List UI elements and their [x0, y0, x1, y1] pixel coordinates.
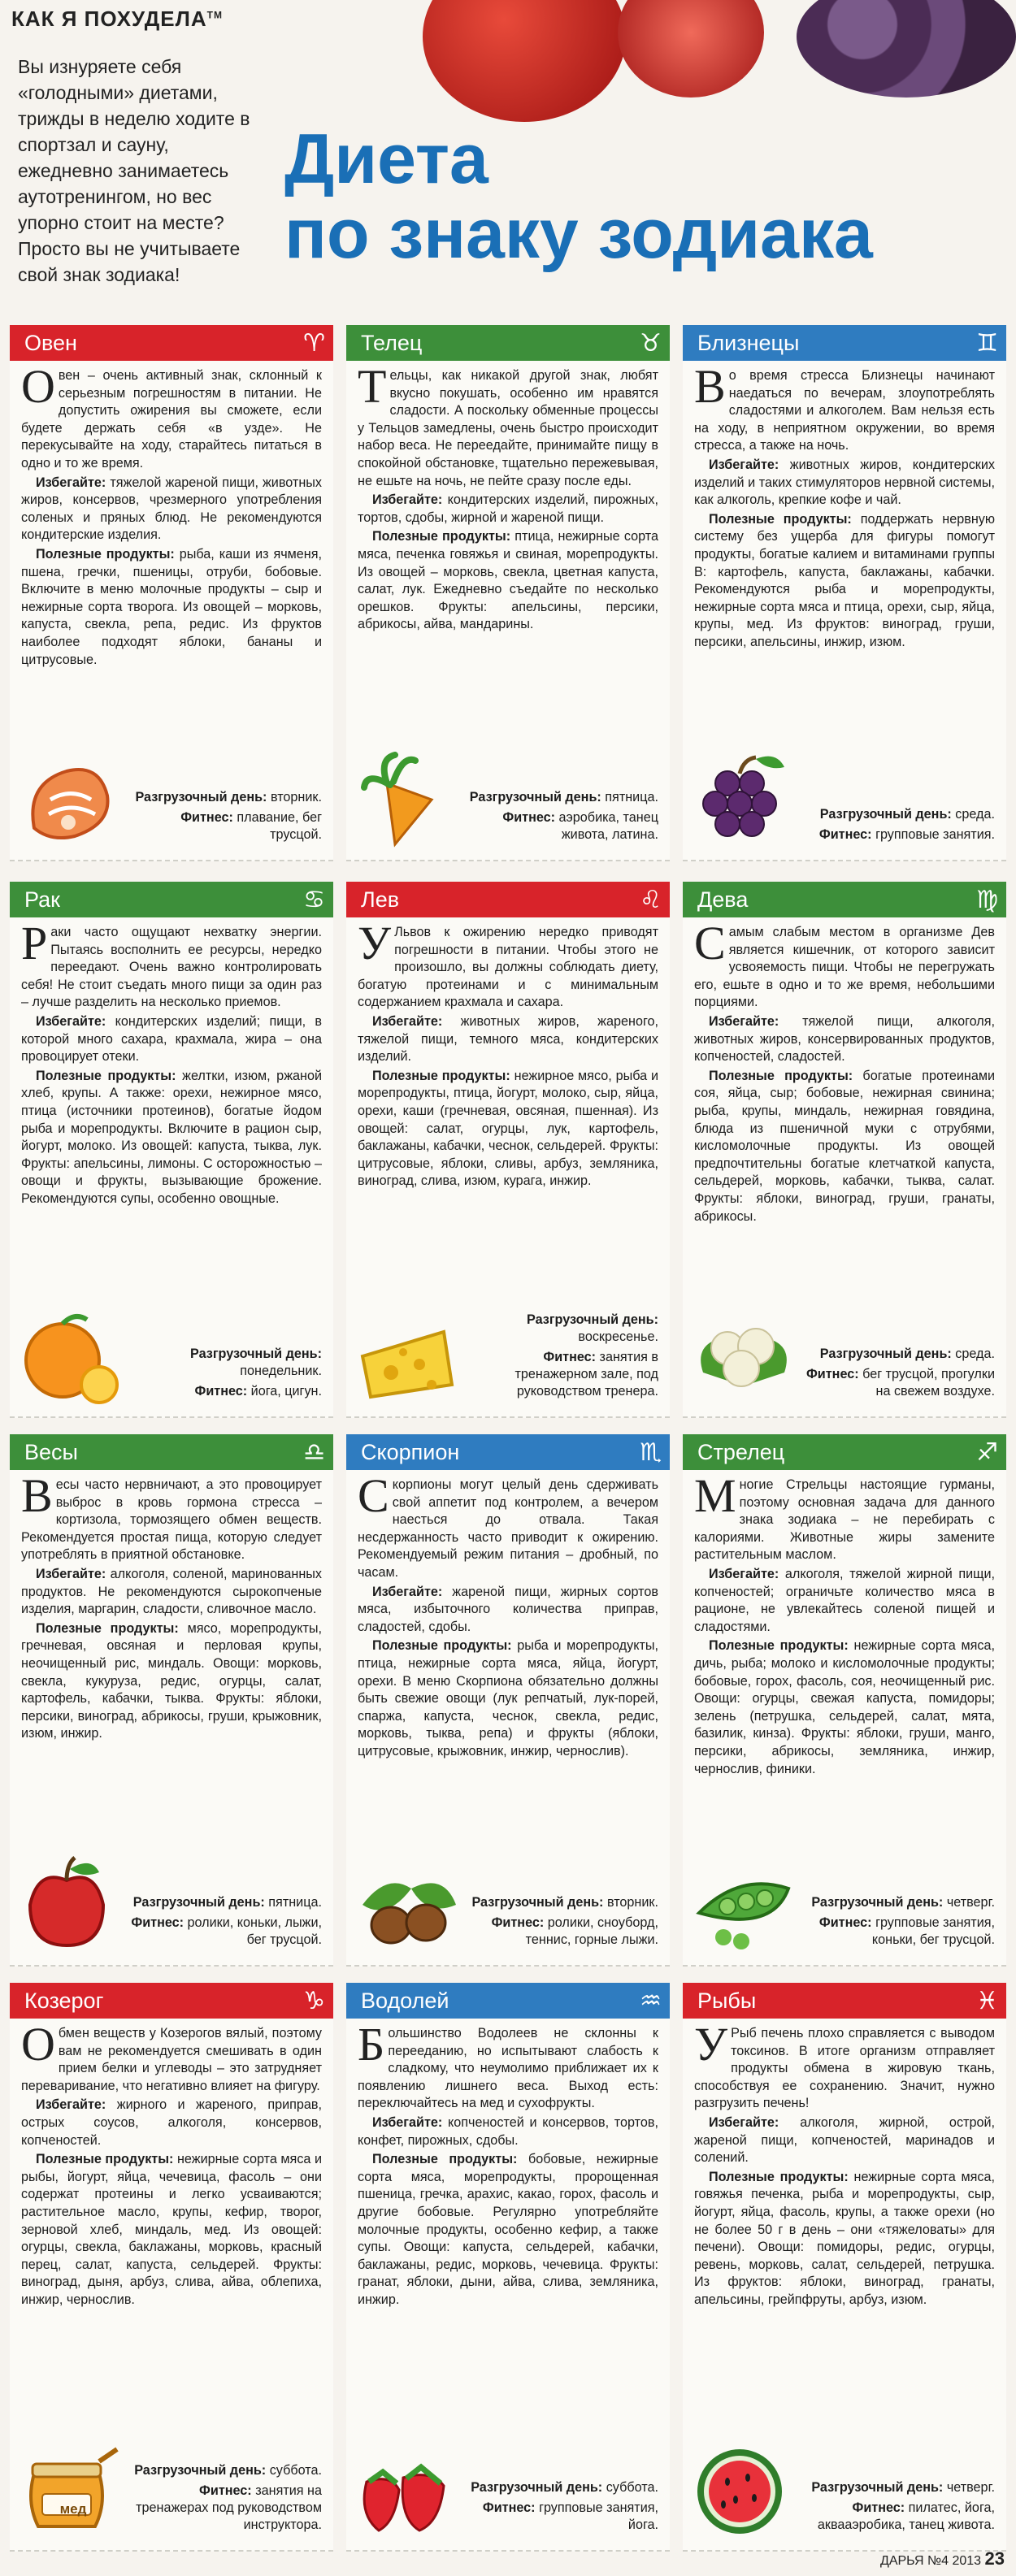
intro-paragraph [358, 1469, 658, 1582]
unload-day-value: пятница. [605, 790, 658, 804]
unload-day-value: суббота. [269, 2463, 322, 2478]
fitness-value: плавание, бег трусцой. [237, 810, 322, 842]
good-text: нежирные сорта мяса и рыбы, йогурт, яйца, чечевица, фасоль – они содержат протеины и легко усваиваются; растительное масло, крупы, кефир, творог, зерновой хлеб, миндаль, мед. Из овощей: огурцы, свекла, баклажаны, морковь, красный перец, салат, капуста, сельдерей. Фрукты: виноград, дыня, арбуз, слива, айва, облепиха, инжир, чернослив. [21, 2152, 322, 2307]
intro-paragraph [694, 360, 995, 455]
avoid-text: животных жиров, кондитерских изделий и таких стимуляторов нервной системы, как алкоголь, крепкие кофе и чай. [694, 457, 996, 508]
title-line-2: по знаку зодиака [284, 195, 873, 273]
sign-header [683, 1983, 1006, 2019]
sign-extras [463, 789, 658, 847]
sign-text [683, 361, 1006, 652]
page-number: 23 [984, 2548, 1005, 2569]
intro-text: Рыб печень плохо справляется с выводом токсинов. В итоге организм отправляет продукты обмена в жировую ткань, способствуя ее сохранению. Значит, нужно разгрузить печень! [694, 2026, 995, 2111]
zodiac-symbol-icon: ♍ [976, 885, 998, 914]
sign-name: Лев [361, 887, 400, 912]
sign-card-7 [346, 1434, 670, 1967]
avoid-text: тяжелой жареной пищи, животных жиров, консервов, чрезмерного употребления соленых и пряных блюд. Не рекомендуются кондитерские изделия. [21, 475, 322, 543]
sign-name: Скорпион [361, 1439, 460, 1464]
avoid-text: алкоголя, жирной, острой, жареной пищи, копченостей, маринадов и солений. [694, 2114, 995, 2166]
zodiac-symbol-icon: ♋ [303, 885, 325, 914]
intro-text: ольшинство Водолеев не склонны к перееданию, но испытывают слабость к сладкому, что неумолимо приближает их к появлению лишнего веса. Выход есть: переключайтесь на мед и сухофрукты. [358, 2026, 658, 2111]
drop-cap: У [358, 917, 392, 969]
drop-cap: В [694, 360, 726, 413]
zodiac-symbol-icon: ♓ [976, 1986, 998, 2015]
good-label: Полезные продукты: [709, 511, 852, 527]
fitness-value: ролики, коньки, лыжи, бег трусцой. [187, 1915, 322, 1947]
sign-text [683, 2019, 1006, 2309]
fitness-label: Фитнес: [852, 2500, 905, 2515]
honey-pot-icon [18, 2441, 124, 2539]
lead-paragraph: Вы изнуряете себя «голодными» диетами, трижды в неделю ходите в спортзал и сауну, ежедневно занимаетесь аутотренингом, но вес упорно стоит на месте? Просто вы не учитываете свой знак зодиака! [18, 56, 250, 285]
strawberries-icon [354, 2441, 460, 2539]
sign-card-11 [683, 1983, 1006, 2552]
intro-text: бмен веществ у Козерогов вялый, поэтому вам не рекомендуется смешивать в один прием белки и углеводы – это затрудняет переваривание, что негативно влияет на фигуру. [21, 2026, 322, 2093]
zodiac-symbol-icon: ♈ [303, 328, 325, 358]
unload-day-value: воскресенье. [578, 1329, 658, 1344]
avoid-paragraph [21, 1013, 322, 1066]
unload-day-label: Разгрузочный день: [811, 1895, 944, 1910]
intro-paragraph [21, 2018, 322, 2095]
sign-card-1 [346, 325, 670, 861]
avoid-label: Избегайте: [372, 1013, 443, 1029]
fitness-value: групповые занятия, йога. [539, 2500, 658, 2532]
fitness-value: групповые занятия, коньки, бег трусцой. [871, 1915, 995, 1947]
avoid-paragraph [21, 2097, 322, 2149]
sign-text [10, 361, 333, 669]
magazine-issue: ДАРЬЯ №4 2013 [880, 2554, 982, 2568]
avoid-text: алкоголя, тяжелой жирной пищи, копченостей; ограничьте количество мяса в рационе, не увлекайтесь соленой пищей и сладостями. [694, 1566, 996, 1634]
sign-header [683, 882, 1006, 917]
fitness [127, 809, 322, 843]
good-label: Полезные продукты: [709, 1068, 853, 1083]
fitness [800, 1915, 995, 1949]
fitness-value: занятия на тренажерах под руководством инструктора. [136, 2483, 322, 2532]
sign-name: Весы [24, 1439, 78, 1464]
sign-header [683, 325, 1006, 361]
peas-icon [691, 1856, 797, 1954]
avoid-label: Избегайте: [709, 457, 779, 472]
fitness-value: групповые занятия. [875, 827, 995, 842]
sign-card-0 [10, 325, 333, 861]
page-title [284, 122, 1000, 271]
unload-day [463, 1894, 658, 1911]
avoid-label: Избегайте: [372, 2114, 443, 2130]
fitness-label: Фитнес: [502, 810, 556, 825]
good-label: Полезные продукты: [372, 2152, 518, 2167]
avoid-label: Избегайте: [36, 475, 106, 490]
intro-paragraph [694, 917, 995, 1012]
fitness [463, 2500, 658, 2534]
fitness-label: Фитнес: [805, 1367, 859, 1381]
avoid-label: Избегайте: [709, 1013, 779, 1029]
zodiac-symbol-icon: ♏ [640, 1438, 662, 1467]
avoid-paragraph [358, 1584, 658, 1637]
fitness-label: Фитнес: [131, 1915, 185, 1930]
good-label: Полезные продукты: [36, 1620, 179, 1636]
good-label: Полезные продукты: [372, 1068, 510, 1083]
fitness-label: Фитнес: [482, 2500, 536, 2515]
fitness-label: Фитнес: [199, 2483, 252, 2498]
good-paragraph [358, 1637, 658, 1760]
avoid-label: Избегайте: [709, 1566, 779, 1581]
good-text: мясо, морепродукты, гречневая, овсяная и перловая крупы, неочищенный рис, миндаль. Овощи: морковь, свекла, кукуруза, редис, огурцы, салат, картофель, кабачки, тыква. Фрукты: яблоки, персики, виноград, абрикосы, груши, крыжовник, изюм, инжир. [21, 1620, 323, 1741]
good-text: рыба, каши из ячменя, пшена, гречки, пшеницы, отруби, бобовые. Включите в меню молочные продукты – сыр и нежирные сорта творога. Из овощей – морковь, капуста, свекла, репа, редис. Из фруктов наиболее подходят яблоки, бананы и цитрусовые. [21, 546, 323, 667]
intro-text: корпионы могут целый день сдерживать свой аппетит под контролем, а вечером наесться до отвала. Такая несдержанность часто приводит к ожирению. Рекомендуемый режим питания – дробный, по часам. [358, 1477, 658, 1580]
sign-extras [800, 1894, 995, 1952]
fitness-label: Фитнес: [818, 827, 872, 842]
sign-text [683, 917, 1006, 1225]
unload-day [127, 1346, 322, 1380]
sign-header [346, 325, 670, 361]
orange-icon [18, 1308, 124, 1405]
title-line-1: Диета [284, 120, 488, 198]
good-text: нежирное мясо, рыба и морепродукты, птица, йогурт, молоко, сыр, яйца, орехи, каши (гречневая, овсяная, пшенная). Из овощей: салат, огурцы, лук, картофель, баклажаны, кабачки, чеснок, сельдерей. Фрукты: цитрусовые, яблоки, сливы, арбуз, земляника, виноград, слива, изюм, курага, инжир. [358, 1068, 659, 1189]
sign-extras [800, 1346, 995, 1403]
fitness-value: йога, цигун. [250, 1384, 322, 1399]
intro-text: вен – очень активный знак, склонный к серьезным погрешностям в питании. Не допустить ожирения вы сможете, если будете держать себя «в узде». Не перекусывайте на ходу, старайтесь питаться в одно и то же время. [21, 368, 322, 471]
good-paragraph [358, 1068, 658, 1190]
sign-card-2 [683, 325, 1006, 861]
unload-day-value: четверг. [946, 2480, 995, 2495]
avoid-label: Избегайте: [372, 1584, 443, 1599]
unload-day-value: четверг. [946, 1895, 995, 1910]
sign-name: Дева [697, 887, 749, 912]
sign-text [10, 917, 333, 1208]
avoid-paragraph [358, 2114, 658, 2149]
good-text: поддержать нервную систему без ущерба для фигуры помогут продукты, богатые калием и витаминами группы В: картофель, капуста, баклажаны, кабачки. Рекомендуются рыба и морепродукты, нежирные сорта мяса и птица, орехи, сыр, яйца, крупы, мед. Из фруктов: виноград, груши, персики, апельсины, инжир, изюм. [694, 511, 995, 649]
good-paragraph [21, 1068, 322, 1208]
fitness-label: Фитнес: [180, 810, 233, 825]
zodiac-symbol-icon: ♎ [303, 1438, 325, 1467]
sign-name: Близнецы [697, 330, 800, 355]
good-label: Полезные продукты: [372, 1638, 512, 1654]
zodiac-symbol-icon: ♒ [640, 1986, 662, 2015]
unload-day-value: вторник. [270, 790, 322, 804]
hazelnuts-icon [354, 1856, 460, 1954]
intro-paragraph [358, 2018, 658, 2113]
good-label: Полезные продукты: [372, 529, 511, 544]
unload-day [463, 1312, 658, 1346]
avoid-text: животных жиров, жареного, тяжелой пищи, темного мяса, кондитерских изделий. [358, 1013, 658, 1065]
unload-day [800, 1894, 995, 1911]
rubric-mark: TM [206, 9, 223, 21]
unload-day-label: Разгрузочный день: [526, 1312, 658, 1327]
avoid-label: Избегайте: [709, 2114, 779, 2130]
intro-paragraph [694, 1469, 995, 1564]
sign-extras [127, 2462, 322, 2537]
intro-text: амым слабым местом в организме Дев является кишечник, от которого зависит усвояемость пищи. Чтобы не перегружать его, ешьте в одно и то же время, небольшими порциями. [694, 925, 995, 1010]
rubric-title [11, 7, 223, 32]
drop-cap: О [21, 360, 55, 413]
fitness-value: бег трусцой, прогулки на свежем воздухе. [862, 1367, 995, 1399]
unload-day-label: Разгрузочный день: [811, 2480, 944, 2495]
zodiac-symbol-icon: ♊ [976, 328, 998, 358]
drop-cap: Р [21, 917, 48, 969]
good-text: бобовые, нежирные сорта мяса, морепродукты, пророщенная пшеница, гречка, арахис, какао, горох, фасоль и другие бобовые. Регулярно употребляйте молочные продукты, особенно кефир, а также супы. Овощи: капуста, сельдерей, кабачки, баклажаны, редис, морковь, чечевица. Фрукты: гранат, яблоки, дыни, айва, слива, земляника, инжир. [358, 2152, 658, 2307]
fitness [127, 1915, 322, 1949]
fitness-label: Фитнес: [818, 1915, 872, 1930]
good-paragraph [358, 2151, 658, 2309]
good-paragraph [694, 1068, 995, 1225]
unload-day-label: Разгрузочный день: [135, 790, 267, 804]
sign-card-6 [10, 1434, 333, 1967]
salmon-steak-icon [18, 751, 124, 848]
intro-text: ногие Стрельцы настоящие гурманы, поэтому основная задача для данного знака зодиака – не перебирать с калориями. Животные жиры замените растительным маслом. [694, 1477, 995, 1563]
good-paragraph [694, 511, 995, 652]
unload-day [127, 2462, 322, 2479]
fitness-label: Фитнес: [194, 1384, 248, 1399]
avoid-label: Избегайте: [36, 2097, 106, 2113]
fitness-value: аэробика, танец живота, латина. [558, 810, 658, 842]
unload-day-value: пятница. [268, 1895, 322, 1910]
sign-header [346, 882, 670, 917]
avoid-text: копченостей и консервов, тортов, конфет, пирожных, сдобы. [358, 2114, 659, 2148]
unload-day-label: Разгрузочный день: [819, 1347, 952, 1361]
pomegranate-image [423, 0, 626, 122]
good-text: нежирные сорта мяса, дичь, рыба; молоко и кисломолочные продукты; бобовые, горох, фасоль, соя, неочищенный рис. Овощи: огурцы, свежая капуста, помидоры; зелень (петрушка, сельдерей, салат, мята, базилик, кинза). Фрукты: яблоки, груши, манго, персики, абрикосы, земляника, инжир, чернослив, финики. [694, 1638, 996, 1776]
drop-cap: М [694, 1469, 736, 1522]
carrot-icon [354, 751, 460, 848]
intro-paragraph [358, 917, 658, 1012]
avoid-text: алкоголя, соленой, маринованных продуктов. Не рекомендуются сырокопченые изделия, маргарин, сладости, сливочное масло. [21, 1566, 322, 1617]
unload-day-label: Разгрузочный день: [469, 790, 601, 804]
avoid-label: Избегайте: [36, 1566, 106, 1581]
apple-icon [18, 1856, 124, 1954]
sign-header [10, 1434, 333, 1470]
grapes-image [797, 0, 1016, 98]
avoid-label: Избегайте: [372, 492, 443, 508]
fitness [800, 1366, 995, 1400]
good-label: Полезные продукты: [709, 2169, 849, 2184]
intro-text: о время стресса Близнецы начинают наедаться по вечерам, злоупотреблять сладостями и алкоголем. Вам нельзя есть на ходу, в неприятном окружении, во время стресса, а также на ночь. [694, 368, 995, 453]
honey-jar-label: мед [59, 2501, 87, 2517]
unload-day-label: Разгрузочный день: [134, 2463, 267, 2478]
intro-text: аки часто ощущают нехватку энергии. Пытаясь восполнить ее ресурсы, нередко переедают. Очень важно контролировать себя! Не стоит съедать много пищи за один раз – лучше разделить на несколько приемов. [21, 925, 322, 1010]
unload-day-label: Разгрузочный день: [471, 2480, 603, 2495]
sign-name: Козерог [24, 1988, 104, 2013]
sign-card-3 [10, 882, 333, 1418]
good-text: птица, нежирные сорта мяса, печенка говяжья и свиная, морепродукты. Из овощей – морковь, свекла, цветная капуста, салат, лук. Ежедневно съедайте по несколько орешков. Фрукты: апельсины, персики, абрикосы, айва, мандарины. [358, 529, 659, 632]
unload-day [800, 806, 995, 823]
intro-text: ельцы, как никакой другой знак, любят вкусно покушать, особенно им нравятся сладости. А поскольку обменные процессы у Тельцов замедлены, очень быстро происходит набор веса. Не переедайте, принимайте пищу в спокойной обстановке, тщательно пережевывая, не ешьте на ночь, не пейте сразу после еды. [358, 368, 658, 488]
unload-day-label: Разгрузочный день: [132, 1895, 265, 1910]
avoid-paragraph [694, 2114, 995, 2167]
drop-cap: Т [358, 360, 387, 413]
good-paragraph [358, 528, 658, 634]
unload-day [463, 789, 658, 806]
sign-extras [463, 1894, 658, 1952]
sign-header [346, 1983, 670, 2019]
avoid-paragraph [694, 1013, 995, 1066]
intro-paragraph [694, 2018, 995, 2113]
sign-card-9 [10, 1983, 333, 2552]
sign-name: Телец [361, 330, 423, 355]
good-text: богатые протеинами соя, яйца, сыр; бобовые, нежирная свинина; рыба, крупы, миндаль, нежирная говядина, блюда из пшеничной муки с отрубями, кисломолочные продукты. Из овощей предпочтительны богатые клетчаткой капуста, сельдерей, морковь, кабачки, тыква, салат. Фрукты: яблоки, виноград, груши, гранаты, абрикосы. [694, 1068, 996, 1224]
intro-paragraph [21, 917, 322, 1012]
fitness [463, 1915, 658, 1949]
good-paragraph [21, 1620, 322, 1743]
unload-day [800, 1346, 995, 1363]
good-paragraph [694, 2169, 995, 2309]
pomegranate-half-image [618, 0, 764, 98]
unload-day-label: Разгрузочный день: [471, 1895, 604, 1910]
fitness-label: Фитнес: [491, 1915, 545, 1930]
good-paragraph [21, 2151, 322, 2309]
sign-name: Овен [24, 330, 77, 355]
intro-paragraph [21, 1469, 322, 1564]
good-text: рыба и морепродукты, птица, нежирные сорта мяса, яйца, йогурт, орехи. В меню Скорпиона обязательно должны быть свежие овощи (лук репчатый, лук-порей, спаржа, капуста, чеснок, свекла, редис, морковь, тыква, репа) и фрукты (яблоки, цитрусовые, крыжовник, инжир, чернослив). [358, 1638, 659, 1759]
zodiac-symbol-icon: ♑ [303, 1986, 325, 2015]
fitness-value: пилатес, йога, аквааэробика, танец живота. [817, 2500, 995, 2532]
unload-day-label: Разгрузочный день: [189, 1347, 322, 1361]
avoid-label: Избегайте: [36, 1013, 106, 1029]
drop-cap: С [694, 917, 726, 969]
intro-paragraph [358, 360, 658, 490]
unload-day [463, 2479, 658, 2496]
unload-day-value: понедельник. [240, 1364, 322, 1378]
sign-text [346, 917, 670, 1190]
sign-header [10, 882, 333, 917]
drop-cap: У [694, 2018, 728, 2071]
sign-header [346, 1434, 670, 1470]
good-text: желтки, изюм, ржаной хлеб, крупы. А также: орехи, нежирное мясо, птица (источники протеинов), богатые йодом рыба и морепродукты. Включите в рацион сыр, йогурт, молоко. Из овощей: капуста, тыква, лук. Фрукты: апельсины, лимоны. С осторожностью – овощи и фрукты, вызывающие брожение. Рекомендуются супы, особенно овощные. [21, 1068, 323, 1206]
sign-text [683, 1470, 1006, 1778]
sign-text [346, 2019, 670, 2309]
fitness [800, 2500, 995, 2534]
fitness-value: ролики, сноуборд, теннис, горные лыжи. [525, 1915, 658, 1947]
fitness [127, 1383, 322, 1400]
avoid-text: тяжелой пищи, алкоголя, животных жиров, консервированных продуктов, копченостей, сладостей. [694, 1013, 995, 1065]
fitness [127, 2483, 322, 2534]
sign-name: Водолей [361, 1988, 449, 2013]
sign-name: Рыбы [697, 1988, 757, 2013]
cheese-icon [354, 1308, 460, 1405]
sign-text [346, 361, 670, 634]
unload-day [800, 2479, 995, 2496]
sign-card-10 [346, 1983, 670, 2552]
avoid-text: жирного и жареного, приправ, острых соусов, алкоголя, консервов, копченостей. [21, 2097, 322, 2148]
avoid-text: кондитерских изделий; пищи, в которой много сахара, крахмала, жира – она провоцирует отеки. [21, 1013, 323, 1065]
watermelon-icon [691, 2441, 797, 2539]
zodiac-symbol-icon: ♉ [640, 328, 662, 358]
sign-text [346, 1470, 670, 1761]
drop-cap: О [21, 2018, 55, 2071]
avoid-paragraph [21, 475, 322, 544]
fitness [463, 809, 658, 843]
cauliflower-icon [691, 1308, 797, 1405]
sign-text [10, 2019, 333, 2309]
sign-card-8 [683, 1434, 1006, 1967]
sign-card-4 [346, 882, 670, 1418]
sign-header [10, 325, 333, 361]
sign-extras [127, 1346, 322, 1403]
avoid-paragraph [21, 1566, 322, 1619]
drop-cap: В [21, 1469, 53, 1522]
fitness [463, 1349, 658, 1400]
sign-extras [800, 806, 995, 847]
sign-header [683, 1434, 1006, 1470]
avoid-paragraph [358, 1013, 658, 1066]
page-footer [880, 2548, 1005, 2569]
drop-cap: С [358, 1469, 389, 1522]
fitness [800, 826, 995, 843]
unload-day-label: Разгрузочный день: [819, 807, 952, 822]
sign-text [10, 1470, 333, 1743]
good-label: Полезные продукты: [36, 1068, 176, 1083]
unload-day [127, 789, 322, 806]
drop-cap: Б [358, 2018, 385, 2071]
avoid-text: кондитерских изделий, пирожных, тортов, сдобы, жирной и жареной пищи. [358, 492, 658, 525]
sign-name: Стрелец [697, 1439, 785, 1464]
unload-day-value: среда. [955, 1347, 995, 1361]
fitness-label: Фитнес: [543, 1350, 597, 1364]
sign-extras [463, 2479, 658, 2537]
fitness-value: занятия в тренажерном зале, под руководством тренера. [515, 1350, 658, 1399]
intro-text: Львов к ожирению нередко приводят погрешности в питании. Чтобы этого не произошло, вы должны соблюдать диету, богатую протеинами и с минимальным содержанием крахмала и сахара. [358, 925, 658, 1010]
unload-day-value: среда. [955, 807, 995, 822]
sign-name: Рак [24, 887, 60, 912]
good-label: Полезные продукты: [36, 546, 175, 562]
intro-paragraph [21, 360, 322, 473]
grapes-icon [691, 751, 797, 848]
good-text: нежирные сорта мяса, говяжья печенка, рыба и морепродукты, сыр, йогурт, яйца, фасоль, крупы, а также орехи (но не более 50 г в день – они «тяжеловаты» для печени). Овощи: помидоры, редис, огурцы, ревень, морковь, салат, сельдерей, петрушка. Из фруктов: яблоки, виноград, гранаты, апельсины, грейпфруты, арбуз, изюм. [694, 2169, 996, 2307]
sign-extras [800, 2479, 995, 2537]
avoid-paragraph [694, 1566, 995, 1636]
sign-card-5 [683, 882, 1006, 1418]
avoid-text: жареной пищи, жирных сортов мяса, избыточного количества приправ, сладостей, сдобы. [358, 1584, 659, 1634]
sign-extras [463, 1312, 658, 1403]
avoid-paragraph [358, 492, 658, 527]
zodiac-symbol-icon: ♌ [640, 885, 662, 914]
unload-day-value: вторник. [606, 1895, 658, 1910]
intro-text: есы часто нервничают, а это провоцирует выброс в кровь гормона стресса – кортизола, тормозящего обмен веществ. Рекомендуется простая пища, которую следует употреблять в приятной обстановке. [21, 1477, 322, 1563]
sign-extras [127, 789, 322, 847]
rubric-text: КАК Я ПОХУДЕЛА [11, 7, 207, 31]
sign-header [10, 1983, 333, 2019]
avoid-paragraph [694, 457, 995, 510]
sign-extras [127, 1894, 322, 1952]
good-label: Полезные продукты: [709, 1638, 849, 1654]
good-paragraph [21, 546, 322, 669]
unload-day-value: суббота. [606, 2480, 658, 2495]
unload-day [127, 1894, 322, 1911]
good-label: Полезные продукты: [36, 2152, 174, 2167]
good-paragraph [694, 1637, 995, 1778]
zodiac-symbol-icon: ♐ [976, 1438, 998, 1467]
